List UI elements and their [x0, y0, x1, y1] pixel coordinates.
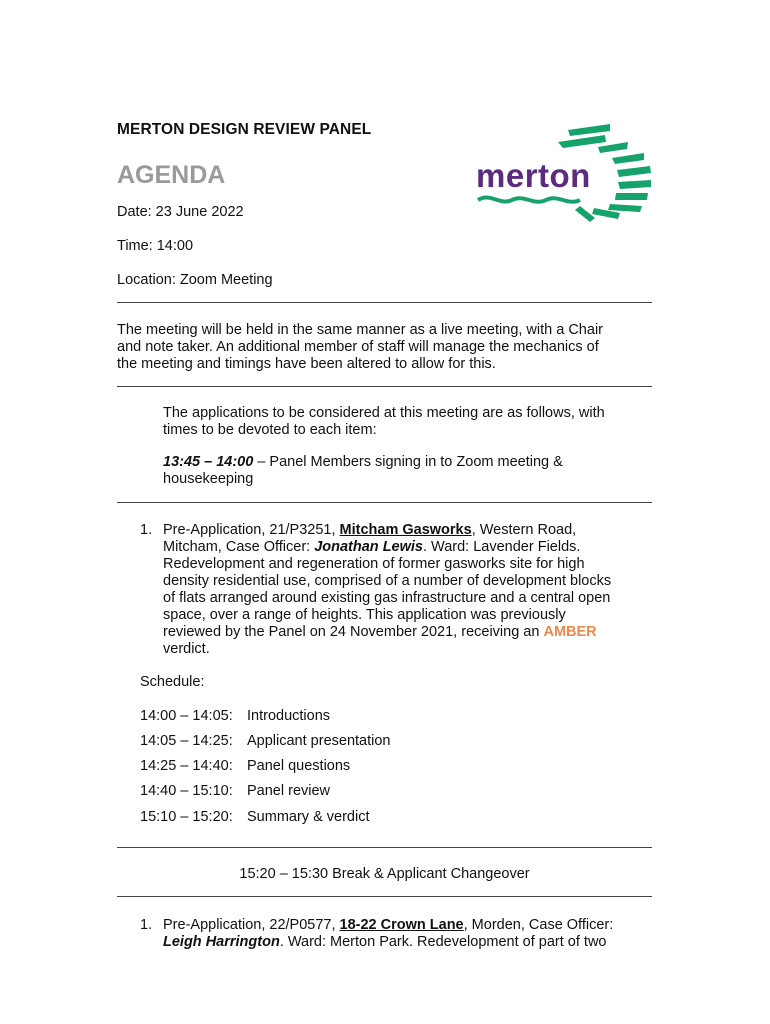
housekeeping-text: – Panel Members signing in to Zoom meeting & [253, 454, 563, 470]
applications-intro [163, 405, 653, 488]
schedule-row [140, 809, 369, 826]
agenda-item-1 [140, 522, 660, 658]
item-number: 1. [140, 522, 153, 538]
schedule-row [140, 758, 350, 775]
item-text: reviewed by the Panel on 24 November 2021, receiving an [163, 624, 544, 640]
item-description [163, 917, 660, 951]
item-text: space, over a range of heights. This application was previously [163, 607, 566, 623]
schedule-time: 14:05 – 14:25: [140, 733, 233, 749]
verdict-badge: AMBER [543, 624, 597, 640]
intro-line: the meeting and timings have been altered to allow for this. [117, 356, 496, 372]
item-text: verdict. [163, 641, 210, 657]
divider [117, 302, 652, 303]
item-text: , Morden, Case Officer: [463, 917, 614, 933]
schedule-activity: Summary & verdict [247, 809, 370, 825]
housekeeping-line [163, 454, 653, 471]
intro-paragraph [117, 322, 652, 373]
applications-intro-line: times to be devoted to each item: [163, 422, 377, 438]
meeting-time: Time: 14:00 [117, 238, 194, 254]
housekeeping-line: housekeeping [163, 471, 254, 487]
schedule-activity: Panel questions [247, 758, 351, 774]
item-text: Mitcham, Case Officer: [163, 539, 315, 555]
divider [117, 896, 652, 897]
divider [117, 386, 652, 387]
schedule-time: 14:25 – 14:40: [140, 758, 233, 774]
site-name: 18-22 Crown Lane [339, 917, 464, 933]
item-text: density residential use, comprised of a number of development blocks [163, 573, 612, 589]
break-notice: 15:20 – 15:30 Break & Applicant Changeover [239, 866, 530, 882]
schedule-activity: Panel review [247, 783, 331, 799]
item-text: of flats arranged around existing gas infrastructure and a central open [163, 590, 611, 606]
item-text: Pre-Application, 21/P3251, [163, 522, 340, 538]
schedule-row [140, 783, 330, 800]
meeting-date: Date: 23 June 2022 [117, 204, 244, 220]
item-text: Redevelopment and regeneration of former gasworks site for high [163, 556, 585, 572]
divider [117, 502, 652, 503]
logo-wordmark: merton [476, 157, 591, 194]
panel-title: MERTON DESIGN REVIEW PANEL [117, 121, 372, 138]
schedule-activity: Applicant presentation [247, 733, 391, 749]
item-number: 1. [140, 917, 153, 933]
item-text: . Ward: Lavender Fields. [423, 539, 581, 555]
housekeeping-time: 13:45 – 14:00 [163, 454, 254, 470]
item-text: , Western Road, [471, 522, 577, 538]
item-description [163, 522, 660, 658]
schedule-activity: Introductions [247, 708, 331, 724]
schedule-time: 14:40 – 15:10: [140, 783, 233, 799]
item-text: Pre-Application, 22/P0577, [163, 917, 340, 933]
schedule-time: 14:00 – 14:05: [140, 708, 233, 724]
intro-line: and note taker. An additional member of staff will manage the mechanics of [117, 339, 599, 355]
site-name: Mitcham Gasworks [339, 522, 472, 538]
case-officer: Jonathan Lewis [314, 539, 423, 555]
applications-intro-line: The applications to be considered at this meeting are as follows, with [163, 405, 605, 421]
agenda-heading: AGENDA [117, 161, 226, 189]
agenda-item-2 [140, 917, 660, 951]
schedule-row [140, 708, 330, 725]
schedule-row [140, 733, 391, 750]
schedule-label: Schedule: [140, 674, 205, 690]
schedule-time: 15:10 – 15:20: [140, 809, 233, 825]
meeting-location: Location: Zoom Meeting [117, 272, 273, 288]
intro-line: The meeting will be held in the same manner as a live meeting, with a Chair [117, 322, 603, 338]
case-officer: Leigh Harrington [163, 934, 280, 950]
divider [117, 847, 652, 848]
item-text: . Ward: Merton Park. Redevelopment of part of two [279, 934, 607, 950]
logo-wave-icon [478, 197, 580, 201]
